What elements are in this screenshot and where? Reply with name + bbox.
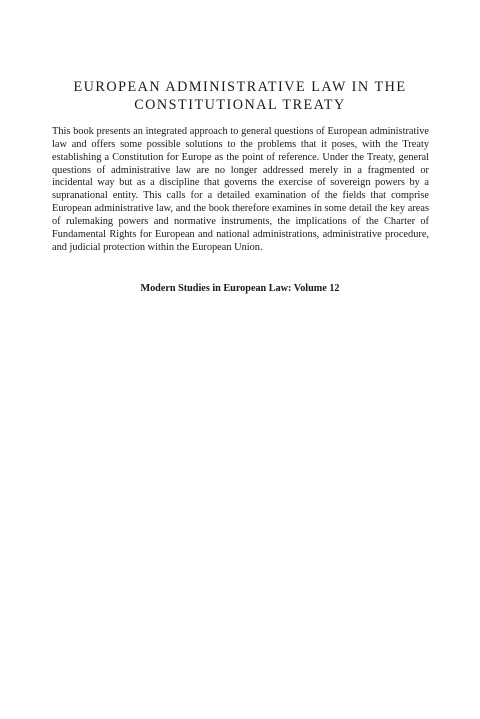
book-description: This book presents an integrated approach to general questions of European administrative law and offers some possible solutions to the problems that it poses, with the Treaty establishing a Constitution for Europe as the point of reference. Under the Treaty, general questions of administrative law are no longer addressed merely in a fragmented or incidental way but as a discipline that governs the exercise of sovereign powers by a supranational entity. This calls for a detailed examination of the fields that comprise European administrative law, and the book therefore examines in some detail the key areas of rulemaking powers and normative instruments, the implications of the Charter of Fundamental Rights for European and national administrations, administrative procedure, and judicial protection within the European Union. [52,126,429,253]
series-title: Modern Studies in European Law: Volume 12 [140,283,340,294]
book-title-line-1: EUROPEAN ADMINISTRATIVE LAW IN THE [73,79,407,95]
book-title-line-2: CONSTITUTIONAL TREATY [134,96,346,113]
book-title [40,79,440,114]
